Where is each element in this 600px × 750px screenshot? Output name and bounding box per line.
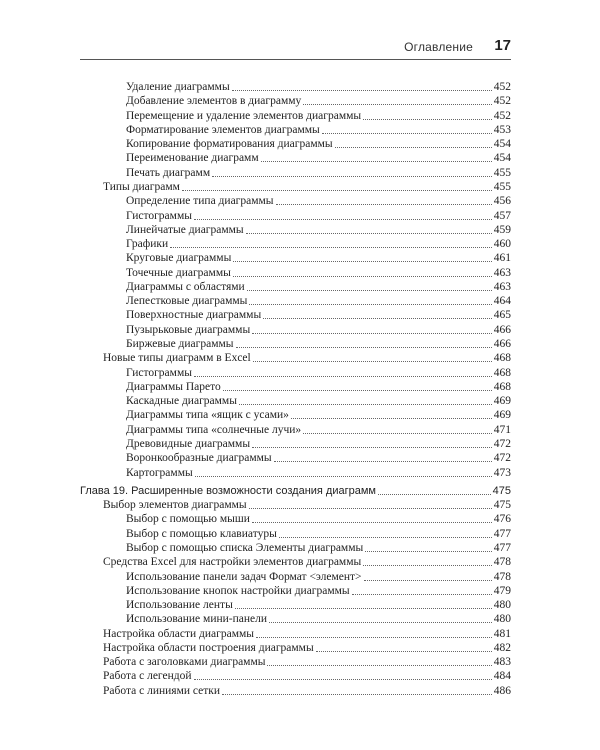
toc-entry-page: 472 [493, 438, 511, 450]
toc-entry-page: 475 [493, 499, 511, 512]
toc-entry [126, 380, 511, 394]
toc-entry [126, 612, 511, 626]
page-number: 17 [494, 37, 511, 54]
dot-leader [263, 316, 492, 319]
dot-leader [261, 159, 492, 162]
dot-leader [269, 620, 492, 623]
toc-entry-page: 483 [493, 656, 511, 669]
dot-leader [232, 88, 492, 91]
toc-entry-title: Печать диаграмм [126, 166, 211, 179]
dot-leader [303, 102, 491, 105]
toc-entry-page: 475 [492, 484, 511, 497]
toc-entry [126, 223, 511, 237]
toc-entry-title: Определение типа диаграммы [126, 195, 274, 208]
dot-leader [194, 677, 492, 680]
toc-entry-page: 486 [493, 684, 511, 697]
toc-entry-title: Глава 19. Расширенные возможности создания диаграмм [80, 484, 376, 497]
toc-entry [126, 94, 511, 108]
dot-leader [182, 188, 492, 191]
dot-leader [194, 374, 492, 377]
dot-leader [194, 217, 492, 220]
toc-entry-title: Диаграммы Парето [126, 380, 221, 393]
toc-entry [126, 337, 511, 351]
section-title: Оглавление [404, 40, 473, 54]
toc-entry [126, 570, 511, 584]
toc-entry-page: 468 [493, 352, 511, 365]
dot-leader [223, 388, 492, 391]
dot-leader [274, 459, 492, 462]
dot-leader [303, 431, 492, 434]
toc-entry-page: 480 [493, 599, 511, 612]
toc-entry-title: Биржевые диаграммы [126, 338, 234, 351]
toc-entry-page: 452 [493, 95, 511, 108]
dot-leader [233, 259, 491, 262]
toc-entry [126, 366, 511, 380]
toc-entry-title: Удаление диаграммы [126, 81, 230, 93]
toc-entry [126, 80, 511, 94]
toc-entry-page: 472 [493, 452, 511, 465]
toc-entry-page: 476 [493, 513, 511, 526]
toc-entry-page: 466 [493, 323, 511, 336]
toc-entry-title: Диаграммы с областями [126, 280, 245, 293]
toc-entry-title: Круговые диаграммы [126, 252, 232, 265]
toc-entry [126, 280, 511, 294]
toc-entry-page: 482 [493, 641, 511, 654]
toc-entry-title: Воронкообразные диаграммы [126, 452, 272, 465]
toc-entry [126, 109, 511, 123]
toc-entry-page: 457 [493, 209, 511, 222]
toc-entry [103, 498, 511, 512]
toc-entry [103, 669, 511, 683]
dot-leader [352, 592, 492, 595]
toc-entry-page: 473 [493, 466, 511, 479]
toc-chapter-entry [80, 484, 511, 498]
toc-entry-title: Работа с заголовками диаграммы [103, 656, 266, 669]
toc-entry [126, 598, 511, 612]
toc-entry [126, 423, 511, 437]
dot-leader [212, 174, 492, 177]
toc-entry [126, 194, 511, 208]
toc-entry-page: 478 [493, 556, 511, 569]
toc-entry-title: Работа с линиями сетки [103, 684, 220, 697]
toc-entry-page: 465 [493, 309, 511, 322]
dot-leader [267, 663, 491, 666]
toc-entry-title: Выбор с помощью списка Элементы диаграммы [126, 541, 364, 554]
toc-entry-title: Форматирование элементов диаграммы [126, 123, 320, 136]
toc-entry-title: Выбор с помощью клавиатуры [126, 527, 277, 540]
toc-entry [126, 437, 511, 451]
toc-entry [126, 308, 511, 322]
toc-entry-page: 454 [493, 138, 511, 151]
toc-entry-title: Типы диаграмм [103, 180, 180, 193]
toc-entry [126, 466, 511, 480]
toc-entry-page: 466 [493, 338, 511, 351]
dot-leader [322, 131, 492, 134]
toc-entry [103, 555, 511, 569]
toc-entry-title: Пузырьковые диаграммы [126, 323, 251, 336]
toc-entry-page: 479 [493, 584, 511, 597]
toc-entry-page: 464 [493, 295, 511, 308]
toc-entry-page: 463 [493, 280, 511, 293]
dot-leader [363, 563, 492, 566]
toc-entry-page: 481 [493, 627, 511, 640]
dot-leader [316, 649, 492, 652]
toc-entry [126, 527, 511, 541]
dot-leader [235, 606, 492, 609]
toc-entry [103, 627, 511, 641]
toc-entry-title: Древовидные диаграммы [126, 438, 251, 450]
toc-entry-title: Перемещение и удаление элементов диаграммы [126, 109, 362, 122]
toc-entry-title: Средства Excel для настройки элементов диаграммы [103, 556, 362, 569]
toc-entry-page: 459 [493, 223, 511, 236]
toc-entry [126, 323, 511, 337]
dot-leader [195, 474, 492, 477]
toc-entry [126, 251, 511, 265]
toc-entry-page: 478 [493, 570, 511, 583]
dot-leader [256, 635, 492, 638]
toc-entry-title: Поверхностные диаграммы [126, 309, 262, 322]
dot-leader [246, 231, 492, 234]
toc-entry-title: Выбор элементов диаграммы [103, 499, 247, 512]
dot-leader [249, 506, 492, 509]
toc-entry-title: Работа с легендой [103, 670, 192, 683]
toc-entry [126, 237, 511, 251]
dot-leader [247, 288, 492, 291]
toc-entry-title: Лепестковые диаграммы [126, 295, 248, 308]
dot-leader [170, 245, 492, 248]
dot-leader [279, 535, 492, 538]
toc-entry-page: 461 [493, 252, 511, 265]
dot-leader [363, 117, 492, 120]
toc-entry-page: 477 [493, 527, 511, 540]
toc-entry-title: Диаграммы типа «солнечные лучи» [126, 423, 302, 436]
toc-entry-page: 453 [493, 123, 511, 136]
toc-entry-page: 468 [493, 366, 511, 379]
dot-leader [236, 345, 492, 348]
toc-entry [126, 451, 511, 465]
dot-leader [253, 359, 492, 362]
dot-leader [252, 331, 492, 334]
toc-entry-title: Настройка области диаграммы [103, 627, 255, 640]
toc-entry-title: Точечные диаграммы [126, 266, 231, 279]
toc-entry-page: 471 [493, 423, 511, 436]
dot-leader [378, 492, 491, 495]
toc-entry [126, 541, 511, 555]
toc-entry-page: 484 [493, 670, 511, 683]
toc-entry-page: 463 [493, 266, 511, 279]
toc-entry-title: Переименование диаграмм [126, 152, 259, 165]
dot-leader [291, 416, 492, 419]
toc-entry [126, 166, 511, 180]
toc-entry-page: 469 [493, 395, 511, 408]
toc-entry [126, 209, 511, 223]
toc-entry-page: 477 [493, 541, 511, 554]
toc-entry-page: 455 [493, 180, 511, 193]
dot-leader [335, 145, 492, 148]
toc-entry-title: Новые типы диаграмм в Excel [103, 352, 251, 365]
toc-entry-page: 454 [493, 152, 511, 165]
dot-leader [252, 520, 492, 523]
toc-entry-page: 452 [493, 109, 511, 122]
toc-entry-page: 452 [493, 81, 511, 93]
toc-entry-title: Использование кнопок настройки диаграммы [126, 584, 350, 597]
toc-entry [126, 137, 511, 151]
toc-entry-title: Использование ленты [126, 599, 233, 612]
toc-entry-title: Настройка области построения диаграммы [103, 641, 314, 654]
toc-entry [126, 394, 511, 408]
toc-entry [103, 641, 511, 655]
toc-entry-title: Выбор с помощью мыши [126, 513, 250, 526]
dot-leader [239, 402, 492, 405]
toc-entry-title: Использование мини-панели [126, 613, 268, 626]
toc-entry [126, 266, 511, 280]
toc-entry-page: 469 [493, 409, 511, 422]
toc-entry [126, 512, 511, 526]
toc-entry [103, 684, 511, 698]
toc-entry-page: 455 [493, 166, 511, 179]
dot-leader [252, 445, 492, 448]
dot-leader [249, 302, 491, 305]
toc-entry-title: Использование панели задач Формат <элемент> [126, 570, 362, 583]
toc-entry [126, 123, 511, 137]
toc-entry-title: Гистограммы [126, 366, 192, 379]
toc-entry-page: 480 [493, 613, 511, 626]
toc-entry-page: 456 [493, 195, 511, 208]
toc-entry [126, 408, 511, 422]
toc-entry-title: Добавление элементов в диаграмму [126, 95, 302, 108]
dot-leader [364, 578, 492, 581]
running-header [80, 37, 511, 60]
toc-entry-title: Гистограммы [126, 209, 192, 222]
toc-entry [126, 294, 511, 308]
toc-entry-page: 468 [493, 380, 511, 393]
toc-entry-title: Копирование форматирования диаграммы [126, 138, 333, 151]
toc-entry-title: Линейчатые диаграммы [126, 223, 244, 236]
toc-entry-title: Картограммы [126, 466, 193, 479]
dot-leader [365, 549, 492, 552]
toc-entry [126, 584, 511, 598]
toc-entry [103, 655, 511, 669]
toc-entry [103, 180, 511, 194]
toc-entry-title: Каскадные диаграммы [126, 395, 237, 408]
toc-entry-title: Графики [126, 238, 169, 251]
toc-entry [103, 351, 511, 365]
dot-leader [222, 692, 492, 695]
toc-entry [126, 151, 511, 165]
toc-entry-page: 460 [493, 238, 511, 251]
toc-entry-title: Диаграммы типа «ящик с усами» [126, 409, 289, 422]
dot-leader [233, 274, 492, 277]
dot-leader [276, 202, 492, 205]
